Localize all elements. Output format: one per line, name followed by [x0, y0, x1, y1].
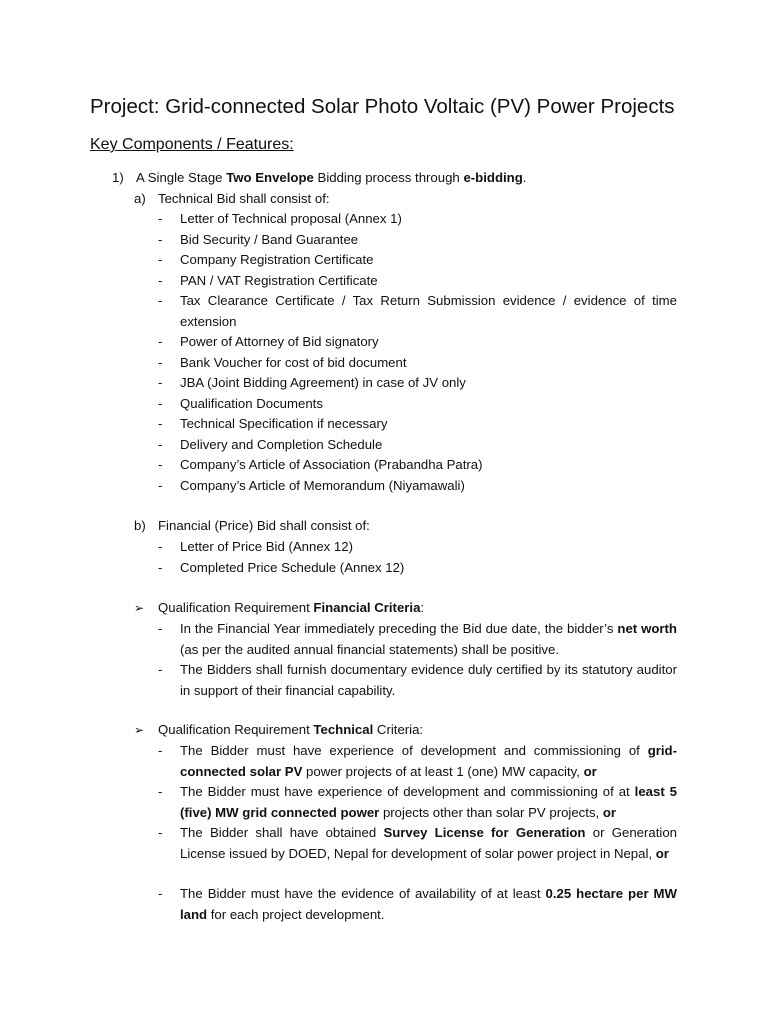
list-item-text: A Single Stage Two Envelope Bidding process through e-bidding.	[136, 170, 527, 185]
dash-bullet: -	[158, 334, 163, 349]
dash-bullet: -	[158, 354, 163, 370]
dash-bullet: -	[158, 375, 163, 390]
dash-bullet: -	[158, 211, 163, 226]
dash-bullet: -	[158, 293, 163, 308]
dash-bullet: -	[158, 395, 163, 411]
dash-bullet: -	[158, 886, 163, 901]
page-title: Project: Grid-connected Solar Photo Voltaic (PV) Power Projects	[90, 95, 675, 118]
dash-bullet: -	[158, 743, 163, 758]
list-item-text: Company’s Article of Memorandum (Niyamawali)	[180, 477, 465, 493]
list-item-text: Qualification Documents	[180, 395, 323, 411]
list-item-text: Letter of Price Bid (Annex 12)	[180, 539, 353, 554]
dash-bullet: -	[158, 539, 163, 554]
list-item-text: Letter of Technical proposal (Annex 1)	[180, 211, 402, 226]
list-number: 1)	[112, 170, 124, 185]
list-letter: a)	[134, 191, 146, 206]
dash-bullet: -	[158, 621, 163, 636]
list-item-text: Bank Voucher for cost of bid document	[180, 354, 407, 370]
dash-bullet: -	[158, 477, 163, 493]
list-item-text: Technical Specification if necessary	[180, 416, 388, 431]
dash-bullet: -	[158, 559, 163, 575]
list-item-text: Completed Price Schedule (Annex 12)	[180, 559, 405, 575]
arrow-bullet-icon: ➢	[134, 723, 145, 737]
list-item-text: Delivery and Completion Schedule	[180, 436, 383, 452]
list-item-text: PAN / VAT Registration Certificate	[180, 272, 378, 288]
arrow-bullet-icon: ➢	[134, 601, 145, 615]
dash-bullet: -	[158, 825, 163, 840]
list-item-text: Tax Clearance Certificate / Tax Return Submission evidence / evidence of time extension	[180, 293, 677, 329]
dash-bullet: -	[158, 416, 163, 431]
section-heading: Key Components / Features:	[90, 136, 294, 153]
dash-bullet: -	[158, 662, 163, 677]
dash-bullet: -	[158, 231, 163, 247]
list-item-text: Company Registration Certificate	[180, 252, 374, 267]
list-item-text: JBA (Joint Bidding Agreement) in case of JV only	[180, 375, 466, 390]
document-page: Project: Grid-connected Solar Photo Voltaic (PV) Power Projects Key Components / Features: 1) A Single Stage Two Envelope Bidding process through e-bidding. a) Technical Bid shall consist of: - Letter of Technical proposal (Annex 1) - Bid Security / Band Guarantee - Company Registration Certificate - PAN / VAT Registration Certificate - Tax Clearance Certificate / Tax Return Submission evidence / evidence of time extension - Power of Attorney of Bid signatory - Bank Voucher for cost of bid document - JBA (Joint Bidding Agreement) in case of JV only - Qualification Documents - Technical Specification if necessary - Delivery and Completion Schedule - Company’s Article of Association (Prabandha Patra) - Company’s Article of Memorandum (Niyamawali) b) Financial (Price) Bid shall consist of: - Letter of Price Bid (Annex 12) - Completed Price Schedule (Annex 12) ➢ Qualification Requirement Financial Criteria: - In the Financial Year immediately preceding the Bid due date, the bidder’s net worth (as per the audited annual financial statements) shall be positive. - The Bidders shall furnish documentary evidence duly certified by its statutory auditor in support of their financial capability. ➢ Qualification Requirement Technical Criteria: - The Bidder must have experience of development and commissioning of grid-connected solar PV power projects of at least 1 (one) MW capacity, or - The Bidder must have experience of development and commissioning of at least 5 (five) MW grid connected power projects other than solar PV projects, or - The Bidder shall have obtained Survey License for Generation or Generation License issued by DOED, Nepal for development of solar power project in Nepal, or - The Bidder must have the evidence of availability of at least 0.25 hectare per MW land for each project development.	[90, 95, 677, 922]
list-item-text: Company’s Article of Association (Prabandha Patra)	[180, 457, 483, 472]
list-letter: b)	[134, 518, 146, 533]
dash-bullet: -	[158, 272, 163, 288]
list-item-text: Power of Attorney of Bid signatory	[180, 334, 379, 349]
dash-bullet: -	[158, 457, 163, 472]
dash-bullet: -	[158, 252, 163, 267]
dash-bullet: -	[158, 436, 163, 452]
dash-bullet: -	[158, 784, 163, 799]
list-item-text: Bid Security / Band Guarantee	[180, 231, 359, 247]
